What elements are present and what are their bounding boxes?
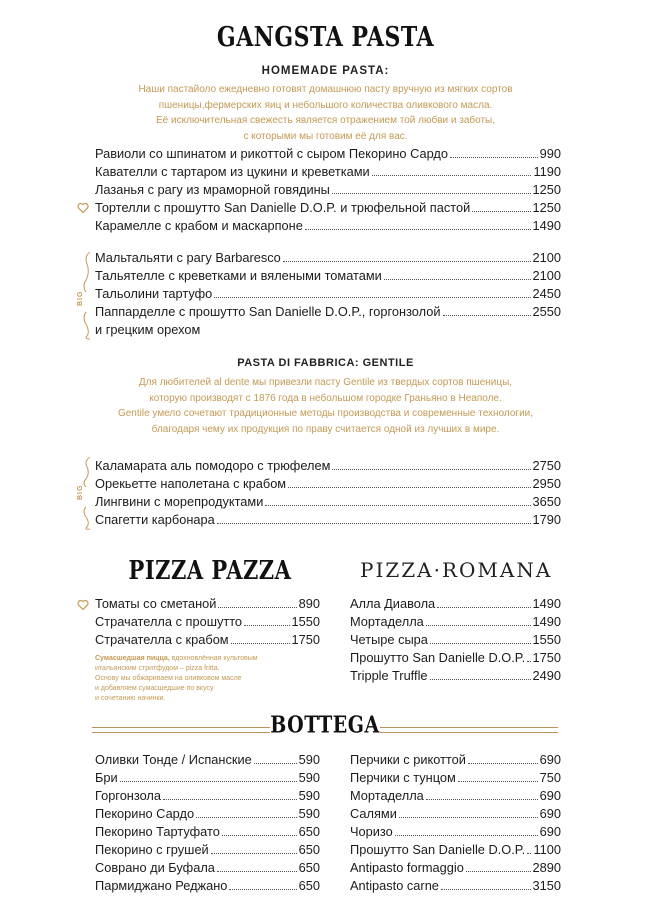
menu-item: Пекорино Тартуфато 650 xyxy=(95,824,320,839)
menu-item: Перчики с тунцом 750 xyxy=(350,770,561,785)
menu-item: Antipasto carne 3150 xyxy=(350,878,561,893)
menu-item: Салями 690 xyxy=(350,806,561,821)
fabbrica-description: Для любителей al dente мы привезли пасту Gentile из твердых сортов пшеницы, которую производят с 1876 года в небольшом городке Граньяно в Неаполе. Gentile умело сочетают традиционные методы производства и современные технологии, благодаря чему их продукция по праву считается одной из лучших в мире. xyxy=(117,377,534,435)
divider xyxy=(380,732,558,733)
fabbrica-title: PASTA DI FABBRICA: GENTILE xyxy=(237,357,414,369)
menu-item: Страчателла с прошутто 1550 xyxy=(95,614,320,629)
menu-item: Оливки Тонде / Испанские 590 xyxy=(95,752,320,767)
menu-item: Каламарата аль помодоро с трюфелем 2750 xyxy=(95,458,561,473)
pizza-pazza-title: PIZZA PAZZA xyxy=(128,553,292,586)
menu-item: Лингвини с морепродуктами 3650 xyxy=(95,494,561,509)
menu-item: Алла Диавола 1490 xyxy=(350,596,561,611)
pizza-pazza-menu xyxy=(95,595,320,649)
bottega-title: BOTTEGA xyxy=(270,711,380,739)
menu-item: Спагетти карбонара 1790 xyxy=(95,512,561,527)
menu-item: Тортелли с прошутто San Danielle D.O.P. и трюфельной пастой 1250 xyxy=(95,200,561,215)
menu-item: Перчики с рикоттой 690 xyxy=(350,752,561,767)
menu-item: Чоризо 690 xyxy=(350,824,561,839)
menu-item: Кавателли с тартаром из цукини и креветками 1190 xyxy=(95,164,561,179)
menu-item: Лазанья с рагу из мраморной говядины 1250 xyxy=(95,182,561,197)
heart-icon xyxy=(77,202,89,214)
divider xyxy=(380,727,558,728)
menu-item: Соврано ди Буфала 650 xyxy=(95,860,320,875)
menu-item: Тальятелле с креветками и вялеными томатами 2100 xyxy=(95,268,561,283)
big-pasta-menu xyxy=(95,249,561,339)
divider xyxy=(92,727,270,728)
gangsta-pasta-title: GANGSTA PASTA xyxy=(216,20,435,54)
menu-item: Горгонзола 590 xyxy=(95,788,320,803)
homemade-pasta-title: HOMEMADE PASTA: xyxy=(261,65,390,77)
menu-item: Тальолини тартуфо 2450 xyxy=(95,286,561,301)
pizza-pazza-note: Сумасшедшая пицца, вдохновлённая культовым итальянским стритфудом – pizza fritta. Основу мы обжариваем на оливковом масле и добавляем сумасшедшие по вкусу и сочетанию начинки. xyxy=(95,655,258,702)
menu-item: Карамелле с крабом и маскарпоне 1490 xyxy=(95,218,561,233)
menu-item: Равиоли со шпинатом и рикоттой с сыром Пекорино Сардо 990 xyxy=(95,146,561,161)
menu-item: Мальтальяти с рагу Barbaresco 2100 xyxy=(95,250,561,265)
pizza-romana-menu xyxy=(350,595,561,685)
menu-item: Пармиджано Реджано 650 xyxy=(95,878,320,893)
menu-item: Пекорино Сардо 590 xyxy=(95,806,320,821)
menu-item: Орекьетте наполетана с крабом 2950 xyxy=(95,476,561,491)
homemade-menu xyxy=(95,145,561,235)
big-label: BIG xyxy=(77,484,84,500)
menu-item: Паппарделле с прошутто San Danielle D.O.P., горгонзолой 2550 xyxy=(95,304,561,319)
bottega-left-menu xyxy=(95,751,320,895)
big-label: BIG xyxy=(77,290,84,306)
menu-item: Бри 590 xyxy=(95,770,320,785)
heart-icon xyxy=(77,599,89,611)
menu-item: Четыре сыра 1550 xyxy=(350,632,561,647)
menu-item: Томаты со сметаной 890 xyxy=(95,596,320,611)
pizza-romana-title: PIZZA·ROMANA xyxy=(360,558,553,582)
menu-item: Мортаделла 1490 xyxy=(350,614,561,629)
bottega-right-menu xyxy=(350,751,561,895)
menu-item: Пекорино с грушей 650 xyxy=(95,842,320,857)
homemade-description: Наши пастайоло ежедневно готовят домашнюю пасту вручную из мягких сортов пшеницы,фермерских яиц и небольшого количества оливкового масла. Её исключительная свежесть является отражением той любви и заботы, с которыми мы готовим её для вас. xyxy=(138,84,513,142)
menu-item: Прошутто San Danielle D.O.P. 1750 xyxy=(350,650,561,665)
menu-item: Antipasto formaggio 2890 xyxy=(350,860,561,875)
fabbrica-menu xyxy=(95,457,561,529)
menu-item: Прошутто San Danielle D.O.P. 1100 xyxy=(350,842,561,857)
menu-item-continuation: и грецким орехом xyxy=(95,322,201,337)
menu-item: Мортаделла 690 xyxy=(350,788,561,803)
divider xyxy=(92,732,270,733)
menu-item: Страчателла с крабом 1750 xyxy=(95,632,320,647)
menu-item: Tripple Truffle 2490 xyxy=(350,668,561,683)
